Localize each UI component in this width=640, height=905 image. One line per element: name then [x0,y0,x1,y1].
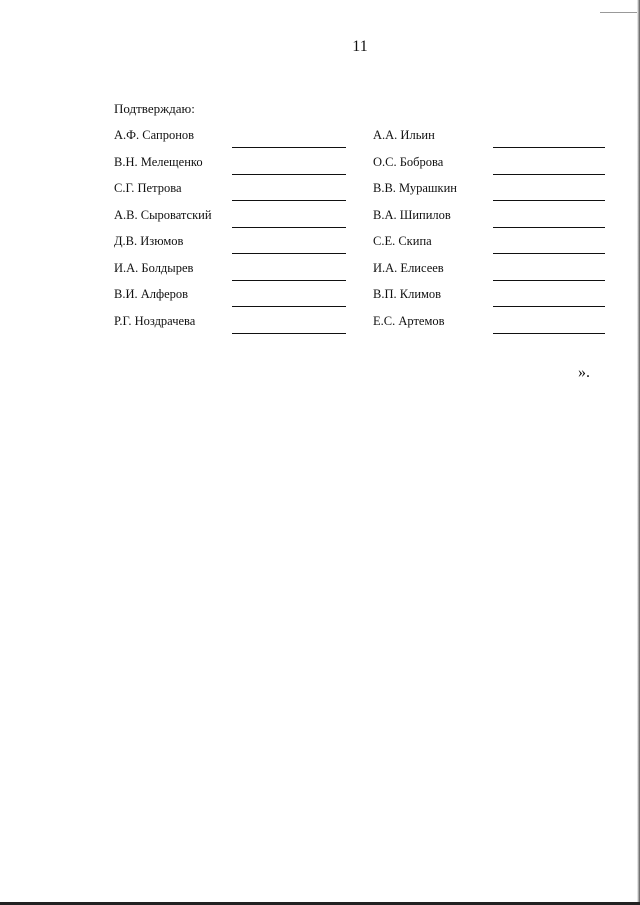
scan-corner [600,0,640,13]
signature-row [373,285,605,312]
signatory-name: А.Ф. Сапронов [114,128,195,142]
signature-line [493,280,605,281]
signatory-name: С.Е. Скипа [373,234,432,248]
signatory-name: Д.В. Изюмов [114,234,184,248]
signatory-name: В.И. Алферов [114,287,189,301]
signature-block [114,126,598,342]
signature-line [232,333,346,334]
signatory-name: А.А. Ильин [373,128,435,142]
signatory-name: В.Н. Мелещенко [114,154,203,169]
signatory-name: Р.Г. Ноздрачева [114,313,196,328]
signature-row [373,126,605,153]
signature-column-right [373,126,605,338]
signature-row [114,232,346,259]
signature-line [493,253,605,254]
signature-line [232,306,346,307]
signature-row [114,126,346,153]
signature-line [493,174,605,175]
signature-row [114,179,346,206]
signature-row [373,179,605,206]
signature-line [493,333,605,334]
closing-quote: ». [578,364,590,381]
signature-line [493,306,605,307]
signatory-name: И.А. Елисеев [373,260,444,275]
signatory-name: В.А. Шипилов [373,207,451,222]
signature-line [232,280,346,281]
signatory-name: С.Г. Петрова [114,181,182,195]
signatory-name: О.С. Боброва [373,154,444,169]
signature-row [373,206,605,233]
signature-line [493,147,605,148]
signature-line [493,227,605,228]
signature-line [232,174,346,175]
signature-line [232,147,346,148]
signature-row [114,285,346,312]
signatory-name: В.П. Климов [373,287,442,301]
signature-line [232,227,346,228]
signature-column-left [114,126,346,338]
signatory-name: Е.С. Артемов [373,313,445,328]
signature-row [373,232,605,259]
page-number: 11 [352,38,368,55]
signatory-name: И.А. Болдырев [114,260,194,275]
signature-line [493,200,605,201]
signature-row [373,153,605,180]
signature-row [114,312,346,339]
signature-row [114,153,346,180]
signature-line [232,200,346,201]
confirm-heading: Подтверждаю: [114,101,195,116]
signatory-name: В.В. Мурашкин [373,181,457,195]
signature-line [232,253,346,254]
signature-row [373,312,605,339]
signature-row [373,259,605,286]
signature-row [114,259,346,286]
signatory-name: А.В. Сыроватский [114,207,212,222]
signature-row [114,206,346,233]
